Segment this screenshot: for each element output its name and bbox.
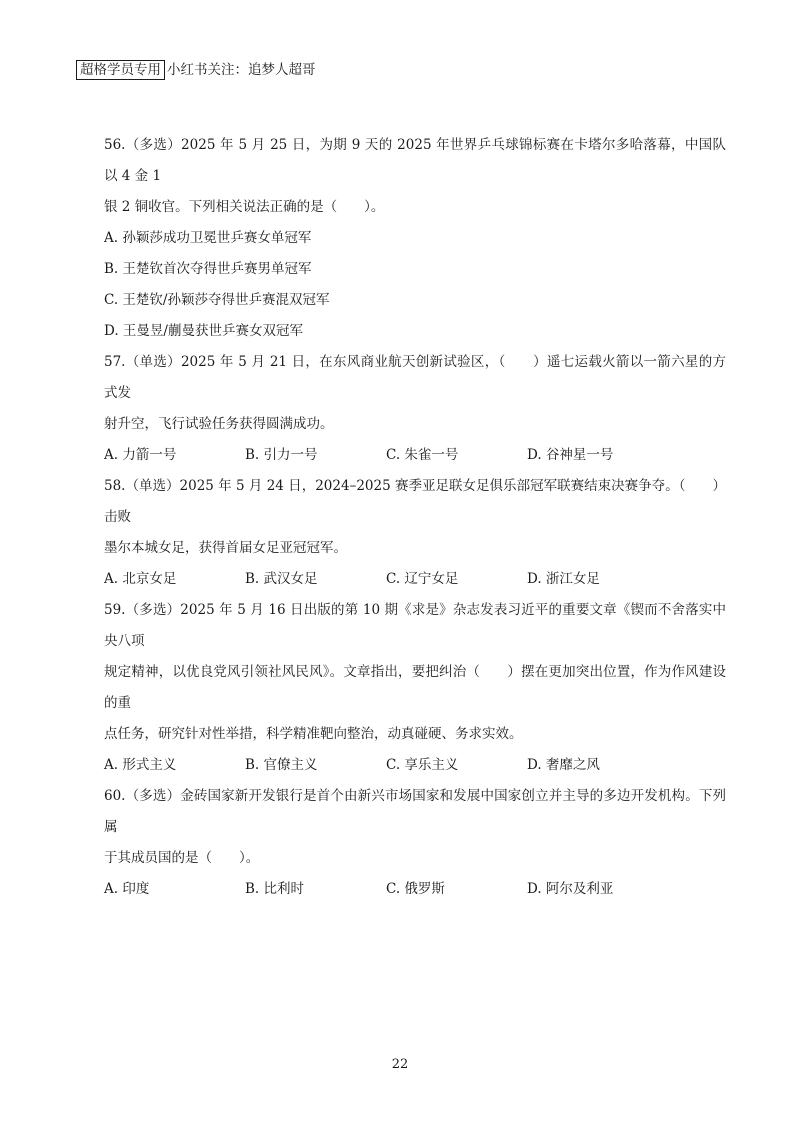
option-d: D. 阿尔及利亚	[527, 881, 614, 897]
question-60	[104, 781, 726, 905]
option-a: A. 北京女足	[104, 571, 177, 587]
option-c: C. 王楚钦/孙颖莎夺得世乒赛混双冠军	[104, 292, 330, 308]
option-a: A. 孙颖莎成功卫冕世乒赛女单冠军	[104, 230, 312, 246]
question-stem-line: 57.（单选）2025 年 5 月 21 日，在东风商业航天创新试验区，（ ）遥七运载火箭以一箭六星的方式发	[104, 354, 726, 401]
options-row	[104, 874, 726, 905]
question-stem-line: 于其成员国的是（ ）。	[104, 850, 260, 866]
page-header	[76, 60, 316, 80]
question-stem-line: 58.（单选）2025 年 5 月 24 日，2024–2025 赛季亚足联女足俱乐部冠军联赛结束决赛争夺。（ ）击败	[104, 478, 726, 525]
option-b: B. 引力一号	[245, 447, 318, 463]
option-b: B. 王楚钦首次夺得世乒赛男单冠军	[104, 261, 312, 277]
option-b: B. 武汉女足	[245, 571, 318, 587]
question-stem-line: 56.（多选）2025 年 5 月 25 日，为期 9 天的 2025 年世界乒乓球锦标赛在卡塔尔多哈落幕，中国队以 4 金 1	[104, 137, 726, 184]
question-stem-line: 射升空，飞行试验任务获得圆满成功。	[104, 416, 334, 432]
option-a: A. 力箭一号	[104, 447, 177, 463]
option-c: C. 享乐主义	[386, 757, 459, 773]
option-d: D. 谷神星一号	[527, 447, 614, 463]
question-list	[104, 130, 726, 905]
options-row	[104, 564, 726, 595]
page-number: 22	[391, 1057, 409, 1072]
student-only-badge: 超格学员专用	[76, 60, 165, 80]
question-56	[104, 130, 726, 347]
options-row	[104, 750, 726, 781]
header-follow-text: 小红书关注：追梦人超哥	[167, 62, 316, 78]
option-a: A. 形式主义	[104, 757, 177, 773]
question-59	[104, 595, 726, 781]
question-58	[104, 471, 726, 595]
question-stem-line: 规定精神，以优良党风引领社风民风》。文章指出，要把纠治（ ）摆在更加突出位置，作为作风建设的重	[104, 664, 726, 711]
options-row	[104, 440, 726, 471]
question-stem-line: 60.（多选）金砖国家新开发银行是首个由新兴市场国家和发展中国家创立并主导的多边开发机构。下列属	[104, 788, 726, 835]
question-stem-line: 点任务，研究针对性举措，科学精准靶向整治，动真碰硬、务求实效。	[104, 726, 523, 742]
question-stem-line: 银 2 铜收官。下列相关说法正确的是（ ）。	[104, 199, 385, 215]
question-stem-line: 59.（多选）2025 年 5 月 16 日出版的第 10 期《求是》杂志发表习近平的重要文章《锲而不舍落实中央八项	[104, 602, 726, 649]
option-b: B. 比利时	[245, 881, 305, 897]
question-stem-line: 墨尔本城女足，获得首届女足亚冠冠军。	[104, 540, 347, 556]
option-a: A. 印度	[104, 881, 150, 897]
option-c: C. 俄罗斯	[386, 881, 445, 897]
option-d: D. 王曼昱/蒯曼获世乒赛女双冠军	[104, 323, 303, 339]
option-d: D. 浙江女足	[527, 571, 600, 587]
option-c: C. 朱雀一号	[386, 447, 459, 463]
option-c: C. 辽宁女足	[386, 571, 459, 587]
question-57	[104, 347, 726, 471]
option-b: B. 官僚主义	[245, 757, 318, 773]
option-d: D. 奢靡之风	[527, 757, 600, 773]
